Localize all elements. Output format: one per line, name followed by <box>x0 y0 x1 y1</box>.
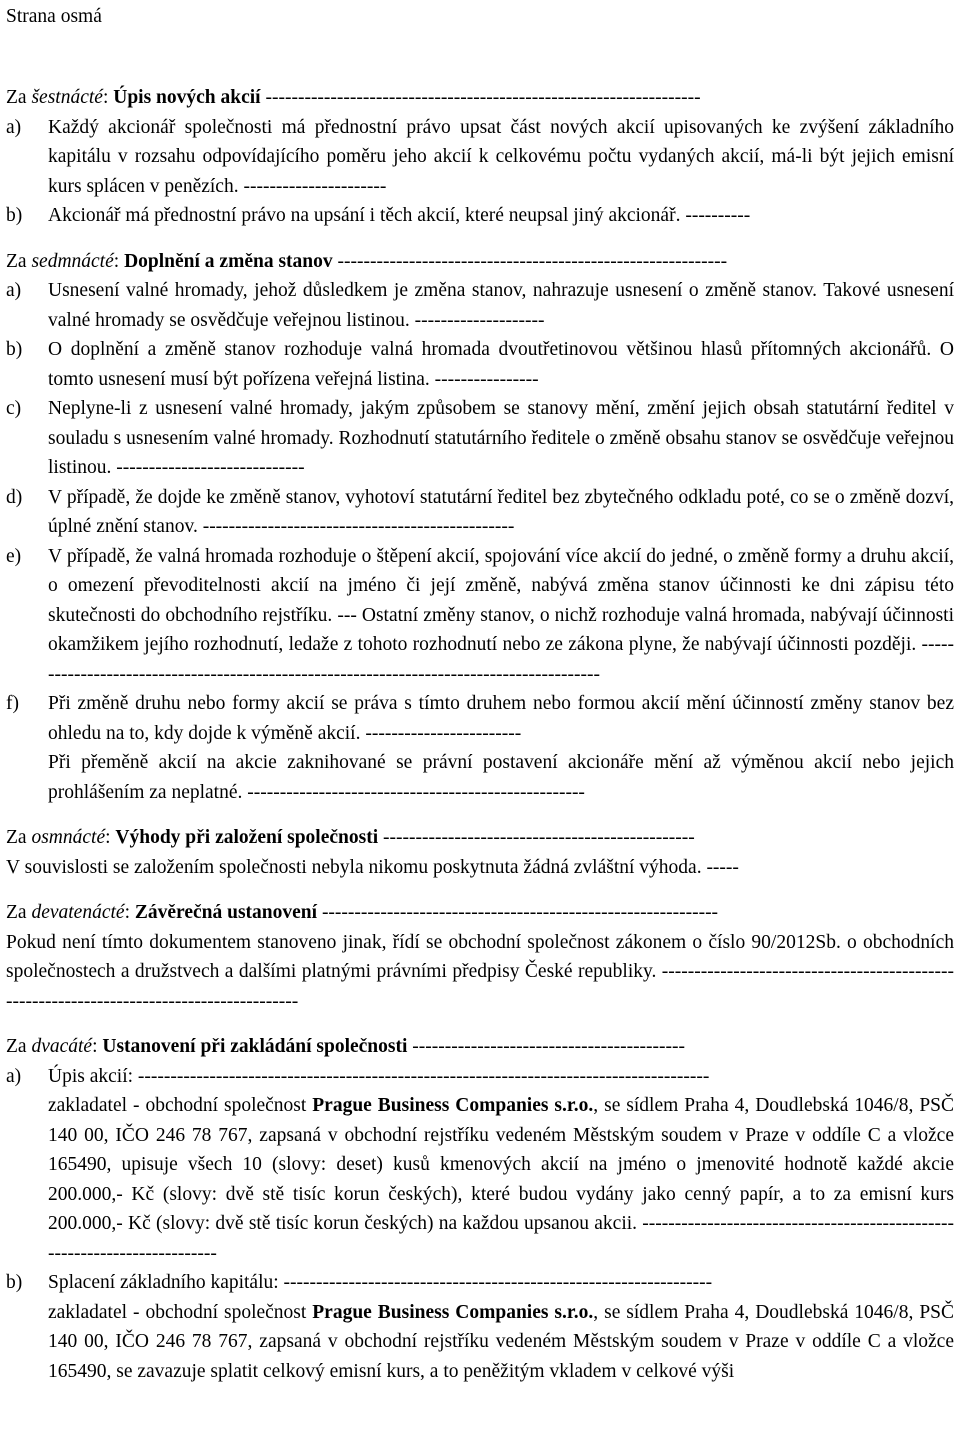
section-19-title: Závěrečná ustanovení <box>134 902 318 923</box>
section-18-text: V souvislosti se založením společnosti nebyla nikomu poskytnuta žádná zvláštní výhoda. ----- <box>6 856 739 878</box>
section-20-item-b-text: zakladatel - obchodní společnost Prague Business Companies s.r.o., se sídlem Praha 4, Doudlebská 1046/8, PSČ 140 00, IČO 246 78 767, zapsaná v obchodní rejstříku vedeném Městským soudem v Praze v oddíle C a vložce 165490, se zavazuje splatit celkový emisní kurs, a to peněžitým vkladem v celkové výši <box>48 1301 955 1382</box>
section-20-item-a-label: Úpis akcií: ---------------------------------------------------------------------------------------- <box>48 1065 710 1087</box>
section-17-item-b: b) O doplnění a změně stanov rozhoduje valná hromada dvoutřetinovou většinou hlasů přítomných akcionářů. O tomto usnesení musí být pořízena veřejná listina. ---------------- <box>6 339 954 390</box>
section-16 <box>6 83 954 231</box>
section-18 <box>6 823 954 882</box>
section-20-heading: Za dvacáté: Ustanovení při zakládání společnosti ------------------------------------------ <box>6 1036 686 1057</box>
section-19-heading: Za devatenácté: Závěrečná ustanovení ------------------------------------------------------------- <box>6 902 719 923</box>
section-16-item-b: b) Akcionář má přednostní právo na upsání i těch akcií, které neupsal jiný akcionář. ---------- <box>6 205 751 226</box>
section-16-item-a: a) Každý akcionář společnosti má přednostní právo upsat část nových akcií upisovaných ke zvýšení základního kapitálu v rozsahu odpovídajícího poměru jeho akcií k celkovému počtu vydaných akcií, má-li být jejich emisní kurs splácen v penězích. ---------------------- <box>6 116 954 197</box>
section-17-title: Doplnění a změna stanov <box>124 250 333 272</box>
company-name: Prague Business Companies s.r.o. <box>312 1095 594 1116</box>
section-17-item-e: e) V případě, že valná hromada rozhoduje o štěpení akcií, spojování více akcií do jedné, o změně formy a druhu akcií, o omezení převoditelnosti akcií na jméno či její změně, nabývá změna stanov účinnosti ke dni zápisu této skutečnosti do obchodního rejstříku. --- Ostatní změny stanov, o nichž rozhoduje valná hromada, nabývají účinnosti okamžikem jejího rozhodnutí, ledaže z tohoto rozhodnutí nebo ze zákona plyne, že nabývají účinnosti později. ------------------------------------------------------------------------------------------ <box>6 545 954 685</box>
section-19 <box>6 898 954 1016</box>
section-17-heading: Za sedmnácté: Doplnění a změna stanov ------------------------------------------------------------ <box>6 250 728 272</box>
section-18-title: Výhody při založení společnosti <box>115 827 379 848</box>
section-19-text: Pokud není tímto dokumentem stanoveno jinak, řídí se obchodní společnost zákonem o číslo 90/2012Sb. o obchodních společnostech a družstvech a dalšími platnými právními předpisy České republiky. ------------------------------------------------------------------------------------------ <box>6 931 954 1012</box>
section-20-item-b-label: Splacení základního kapitálu: ------------------------------------------------------------------ <box>48 1272 713 1293</box>
section-17-item-a: a) Usnesení valné hromady, jehož důsledkem je změna stanov, nahrazuje usnesení o změně stanov. Takové usnesení valné hromady se osvědčuje veřejnou listinou. -------------------- <box>6 280 954 331</box>
section-17-item-f-para-2: Při přeměně akcií na akcie zaknihované se právní postavení akcionáře mění až výměnou akcií nebo jejich prohlášením za neplatné. ---------------------------------------------------- <box>48 752 954 803</box>
page-header: Strana osmá <box>6 6 102 27</box>
section-17-item-c: c) Neplyne-li z usnesení valné hromady, jakým způsobem se stanovy mění, změní jejich obsah statutární ředitel v souladu s usnesením valné hromady. Rozhodnutí statutárního ředitele o změně obsahu stanov se osvědčuje veřejnou listinou. ----------------------------- <box>6 398 954 478</box>
section-20-item-a: a) Úpis akcií: ---------------------------------------------------------------------------------------- zakladatel - obchodní společnost Prague Business Companies s.r.o., se sídlem Praha 4, Doudlebská 1046/8, PSČ 140 00, IČO 246 78 767, zapsaná v obchodní rejstříku vedeném Městským soudem v Praze v oddíle C a vložce 165490, upisuje všech 10 (slovy: deset) kusů kmenových akcií na jméno o jmenovité hodnotě každé akcie 200.000,- Kč (slovy: dvě stě tisíc korun českých), které budou vydány jako cenný papír, a to za emisní kurs 200.000,- Kč (slovy: dvě stě tisíc korun českých) na každou upsanou akcii. -------------------------------------------------------------------------- <box>6 1062 954 1269</box>
section-20 <box>6 1032 954 1386</box>
section-18-heading: Za osmnácté: Výhody při založení společnosti ------------------------------------------------ <box>6 827 695 848</box>
section-20-item-b: b) Splacení základního kapitálu: ------------------------------------------------------------------ zakladatel - obchodní společnost Prague Business Companies s.r.o., se sídlem Praha 4, Doudlebská 1046/8, PSČ 140 00, IČO 246 78 767, zapsaná v obchodní rejstříku vedeném Městským soudem v Praze v oddíle C a vložce 165490, se zavazuje splatit celkový emisní kurs, a to peněžitým vkladem v celkové výši <box>6 1268 954 1386</box>
section-17-item-f: f) Při změně druhu nebo formy akcií se práva s tímto druhem nebo formou akcií mění účinností změny stanov bez ohledu na to, kdy dojde k výměně akcií. ------------------------ Při přeměně akcií na akcie zaknihované se právní postavení akcionáře mění až výměnou akcií nebo jejich prohlášením za neplatné. ---------------------------------------------------- <box>6 689 954 807</box>
section-17-item-d: d) V případě, že dojde ke změně stanov, vyhotoví statutární ředitel bez zbytečného odkladu poté, co se o změně dozví, úplné znění stanov. ------------------------------------------------ <box>6 486 954 537</box>
section-16-title: Úpis nových akcií <box>113 87 261 108</box>
section-17-item-f-para-1: Při změně druhu nebo formy akcií se práva s tímto druhem nebo formou akcií mění účinností změny stanov bez ohledu na to, kdy dojde k výměně akcií. ------------------------ <box>48 693 954 744</box>
section-20-item-a-text: zakladatel - obchodní společnost Prague Business Companies s.r.o., se sídlem Praha 4, Doudlebská 1046/8, PSČ 140 00, IČO 246 78 767, zapsaná v obchodní rejstříku vedeném Městským soudem v Praze v oddíle C a vložce 165490, upisuje všech 10 (slovy: deset) kusů kmenových akcií na jméno o jmenovité hodnotě každé akcie 200.000,- Kč (slovy: dvě stě tisíc korun českých), které budou vydány jako cenný papír, a to za emisní kurs 200.000,- Kč (slovy: dvě stě tisíc korun českých) na každou upsanou akcii. -------------------------------------------------------------------------- <box>48 1095 955 1264</box>
company-name: Prague Business Companies s.r.o. <box>312 1301 594 1323</box>
section-17 <box>6 247 954 808</box>
section-20-title: Ustanovení při zakládání společnosti <box>102 1036 408 1057</box>
section-16-heading: Za šestnácté: Úpis nových akcií ------------------------------------------------------------------- <box>6 87 701 108</box>
